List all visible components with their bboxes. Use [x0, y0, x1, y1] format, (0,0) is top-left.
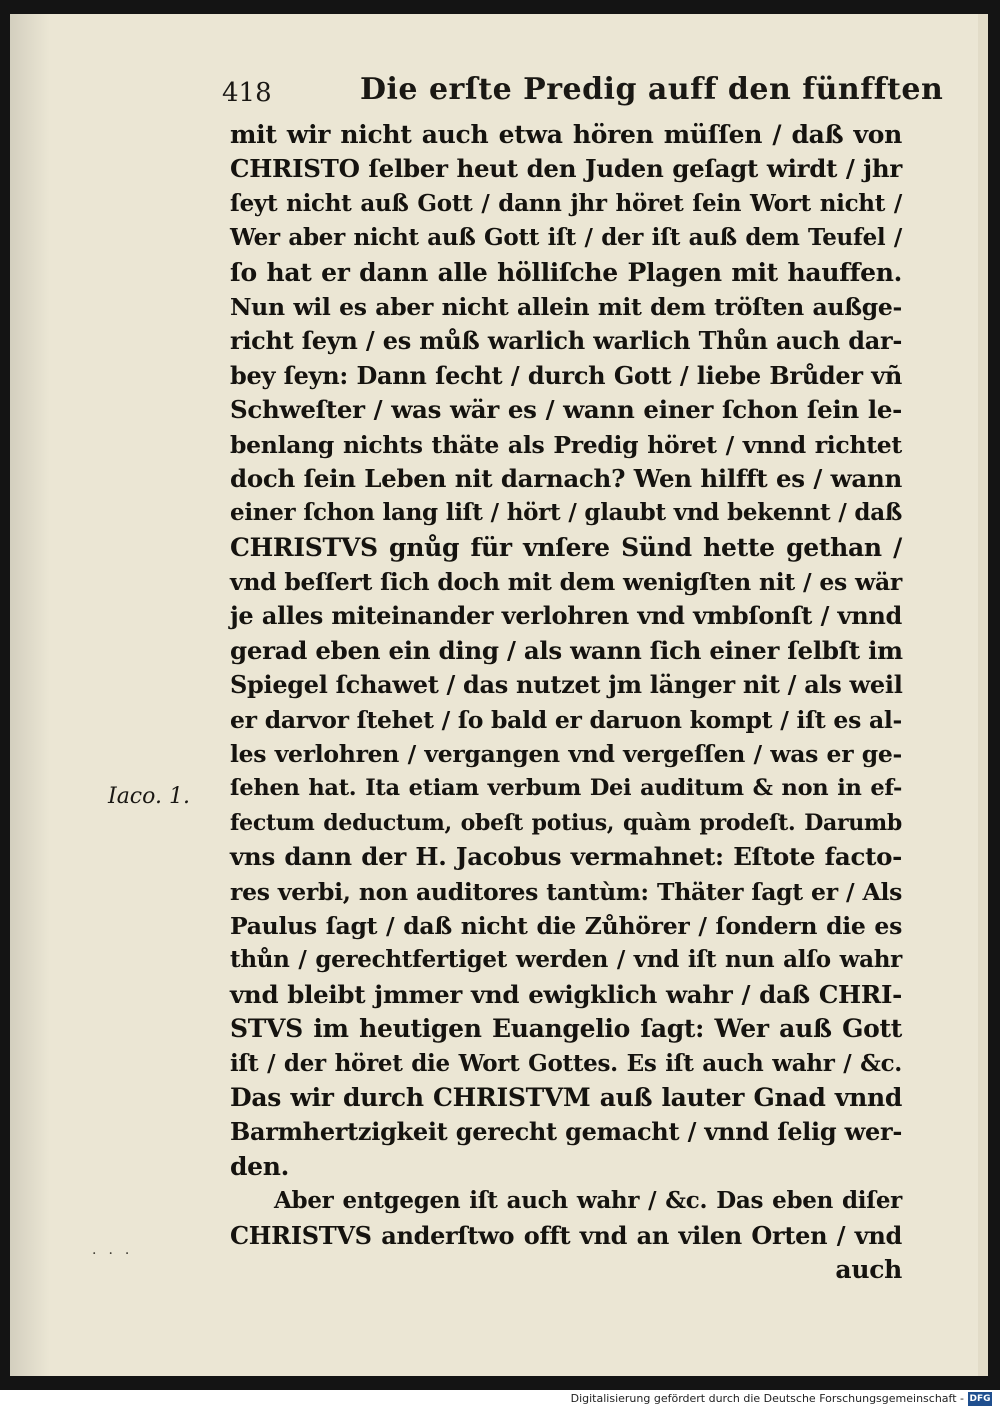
text-line: ſo hat er dann alle hölliſche Plagen mit hauffen. — [230, 257, 902, 287]
text-line: Paulus ſagt / daß nicht die Zůhörer / ſondern die es — [230, 911, 902, 940]
text-line: gerad eben ein ding / als wann ſich einer ſelbſt im — [230, 635, 903, 665]
text-line: vns dann der H. Jacobus vermahnet: Eſtote facto- — [230, 842, 902, 872]
text-line: mit wir nicht auch etwa hören müſſen / daß von — [230, 120, 902, 149]
text-line: CHRISTVS gnůg für vnſere Sünd hette gethan / — [230, 532, 902, 562]
text-line: ſehen hat. Ita etiam verbum Dei auditum & non in ef- — [230, 775, 902, 802]
text-line: STVS im heutigen Euangelio ſagt: Wer auß Gott — [230, 1014, 902, 1044]
body-text — [230, 118, 902, 1287]
catchword: auch — [835, 1254, 902, 1284]
page-blemish: ·​·​· — [92, 1246, 142, 1262]
page-gutter-shadow — [10, 14, 50, 1376]
text-line: thůn / gerechtfertiget werden / vnd iſt nun alſo wahr — [230, 946, 902, 974]
text-line: Spiegel ſchawet / das nutzet jm länger nit / als weil — [230, 670, 903, 700]
text-line: CHRISTVS anderſtwo offt vnd an vilen Orten / vnd — [230, 1220, 902, 1250]
text-line: bey ſeyn: Dann ſecht / durch Gott / liebe Brůder vñ — [230, 360, 902, 390]
text-line: je alles miteinander verlohren vnd vmbſonſt / vnnd — [230, 601, 902, 631]
running-head-title: Die erſte Predig auff den fünfften — [360, 72, 944, 107]
text-line: den. — [230, 1151, 290, 1181]
text-line: Das wir durch CHRISTVM auß lauter Gnad vnnd — [230, 1082, 902, 1112]
text-line: er darvor ſtehet / ſo bald er daruon kompt / iſt es al- — [230, 705, 902, 734]
margin-note: Iaco. 1. — [108, 784, 190, 809]
text-line: doch ſein Leben nit darnach? Wen hilfft es / wann — [230, 463, 902, 493]
page-number: 418 — [222, 78, 272, 108]
text-line: fectum deductum, obeſt potius, quàm prodeſt. Darumb — [230, 809, 902, 836]
running-head — [222, 72, 944, 112]
footer-bar — [0, 1390, 1000, 1409]
text-line: iſt / der höret die Wort Gottes. Es iſt auch wahr / &c. — [230, 1049, 902, 1077]
text-line: Wer aber nicht auß Gott iſt / der iſt auß dem Teufel / — [230, 224, 902, 252]
text-line: vnd bleibt jmmer vnd ewigklich wahr / daß CHRI- — [230, 979, 902, 1009]
text-line: benlang nichts thäte als Predig höret / vnnd richtet — [230, 430, 902, 459]
text-line: vnd beſſert ſich doch mit dem wenigſten nit / es wär — [230, 568, 902, 597]
text-line: CHRISTO ſelber heut den Juden geſagt wirdt / jhr — [230, 154, 902, 184]
text-line: Aber entgegen iſt auch wahr / &c. Das eben diſer — [274, 1187, 902, 1215]
text-line: Nun wil es aber nicht allein mit dem tröſten außge- — [230, 292, 902, 321]
text-line: einer ſchon lang liſt / hört / glaubt vnd bekennt / daß — [230, 499, 902, 527]
text-line: Barmhertzigkeit gerecht gemacht / vnnd ſelig wer- — [230, 1117, 902, 1147]
text-line: les verlohren / vergangen vnd vergeſſen / was er ge- — [230, 740, 902, 769]
text-line: ſeyt nicht auß Gott / dann jhr höret ſein Wort nicht / — [230, 189, 902, 217]
dfg-logo: DFG — [969, 1394, 991, 1404]
text-line: Schweſter / was wär es / wann einer ſchon ſein le- — [230, 395, 902, 425]
text-line: res verbi, non auditores tantùm: Thäter ſagt er / Als — [230, 877, 902, 906]
funding-credit: Digitalisierung gefördert durch die Deutsche Forschungsgemeinschaft - — [570, 1392, 964, 1405]
text-line: richt ſeyn / es můß warlich warlich Thůn auch dar- — [230, 326, 902, 356]
